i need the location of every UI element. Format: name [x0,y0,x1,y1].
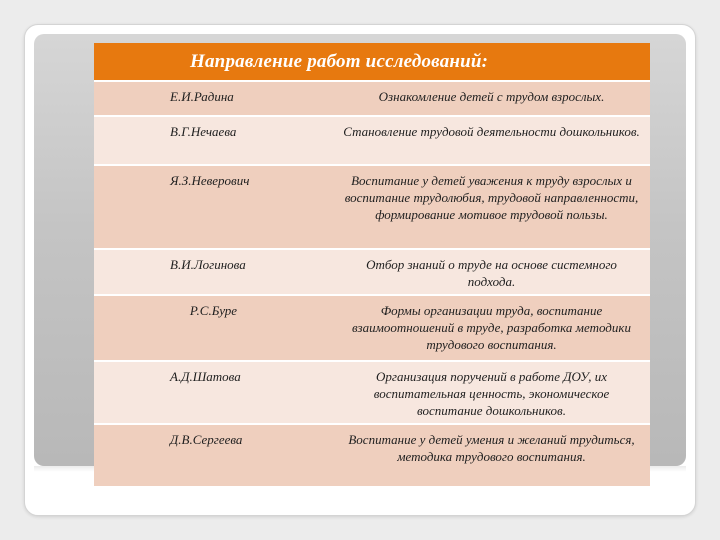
author-cell: Я.З.Неверович [94,165,333,249]
research-directions-table [94,43,650,486]
topic-cell: Становление трудовой деятельности дошкольников. [333,116,650,165]
author-cell: Р.С.Буре [94,295,333,361]
table-row [94,424,650,486]
author-cell: В.Г.Нечаева [94,116,333,165]
table-row [94,249,650,295]
topic-cell: Воспитание у детей уважения к труду взрослых и воспитание трудолюбия, трудовой направленности, формирование мотивое трудовой пользы. [333,165,650,249]
table-row [94,165,650,249]
table-row [94,81,650,116]
table-row [94,361,650,424]
author-cell: А.Д.Шатова [94,361,333,424]
author-cell: В.И.Логинова [94,249,333,295]
table-row [94,116,650,165]
table-header: Направление работ исследований: [94,43,650,81]
author-cell: Е.И.Радина [94,81,333,116]
topic-cell: Отбор знаний о труде на основе системного подхода. [333,249,650,295]
topic-cell: Организация поручений в работе ДОУ, их воспитательная ценность, экономическое воспитание дошкольников. [333,361,650,424]
topic-cell: Воспитание у детей умения и желаний трудиться, методика трудового воспитания. [333,424,650,486]
table-header-row [94,43,650,81]
topic-cell: Ознакомление детей с трудом взрослых. [333,81,650,116]
author-cell: Д.В.Сергеева [94,424,333,486]
topic-cell: Формы организации труда, воспитание взаимоотношений в труде, разработка методики трудового воспитания. [333,295,650,361]
table-row [94,295,650,361]
